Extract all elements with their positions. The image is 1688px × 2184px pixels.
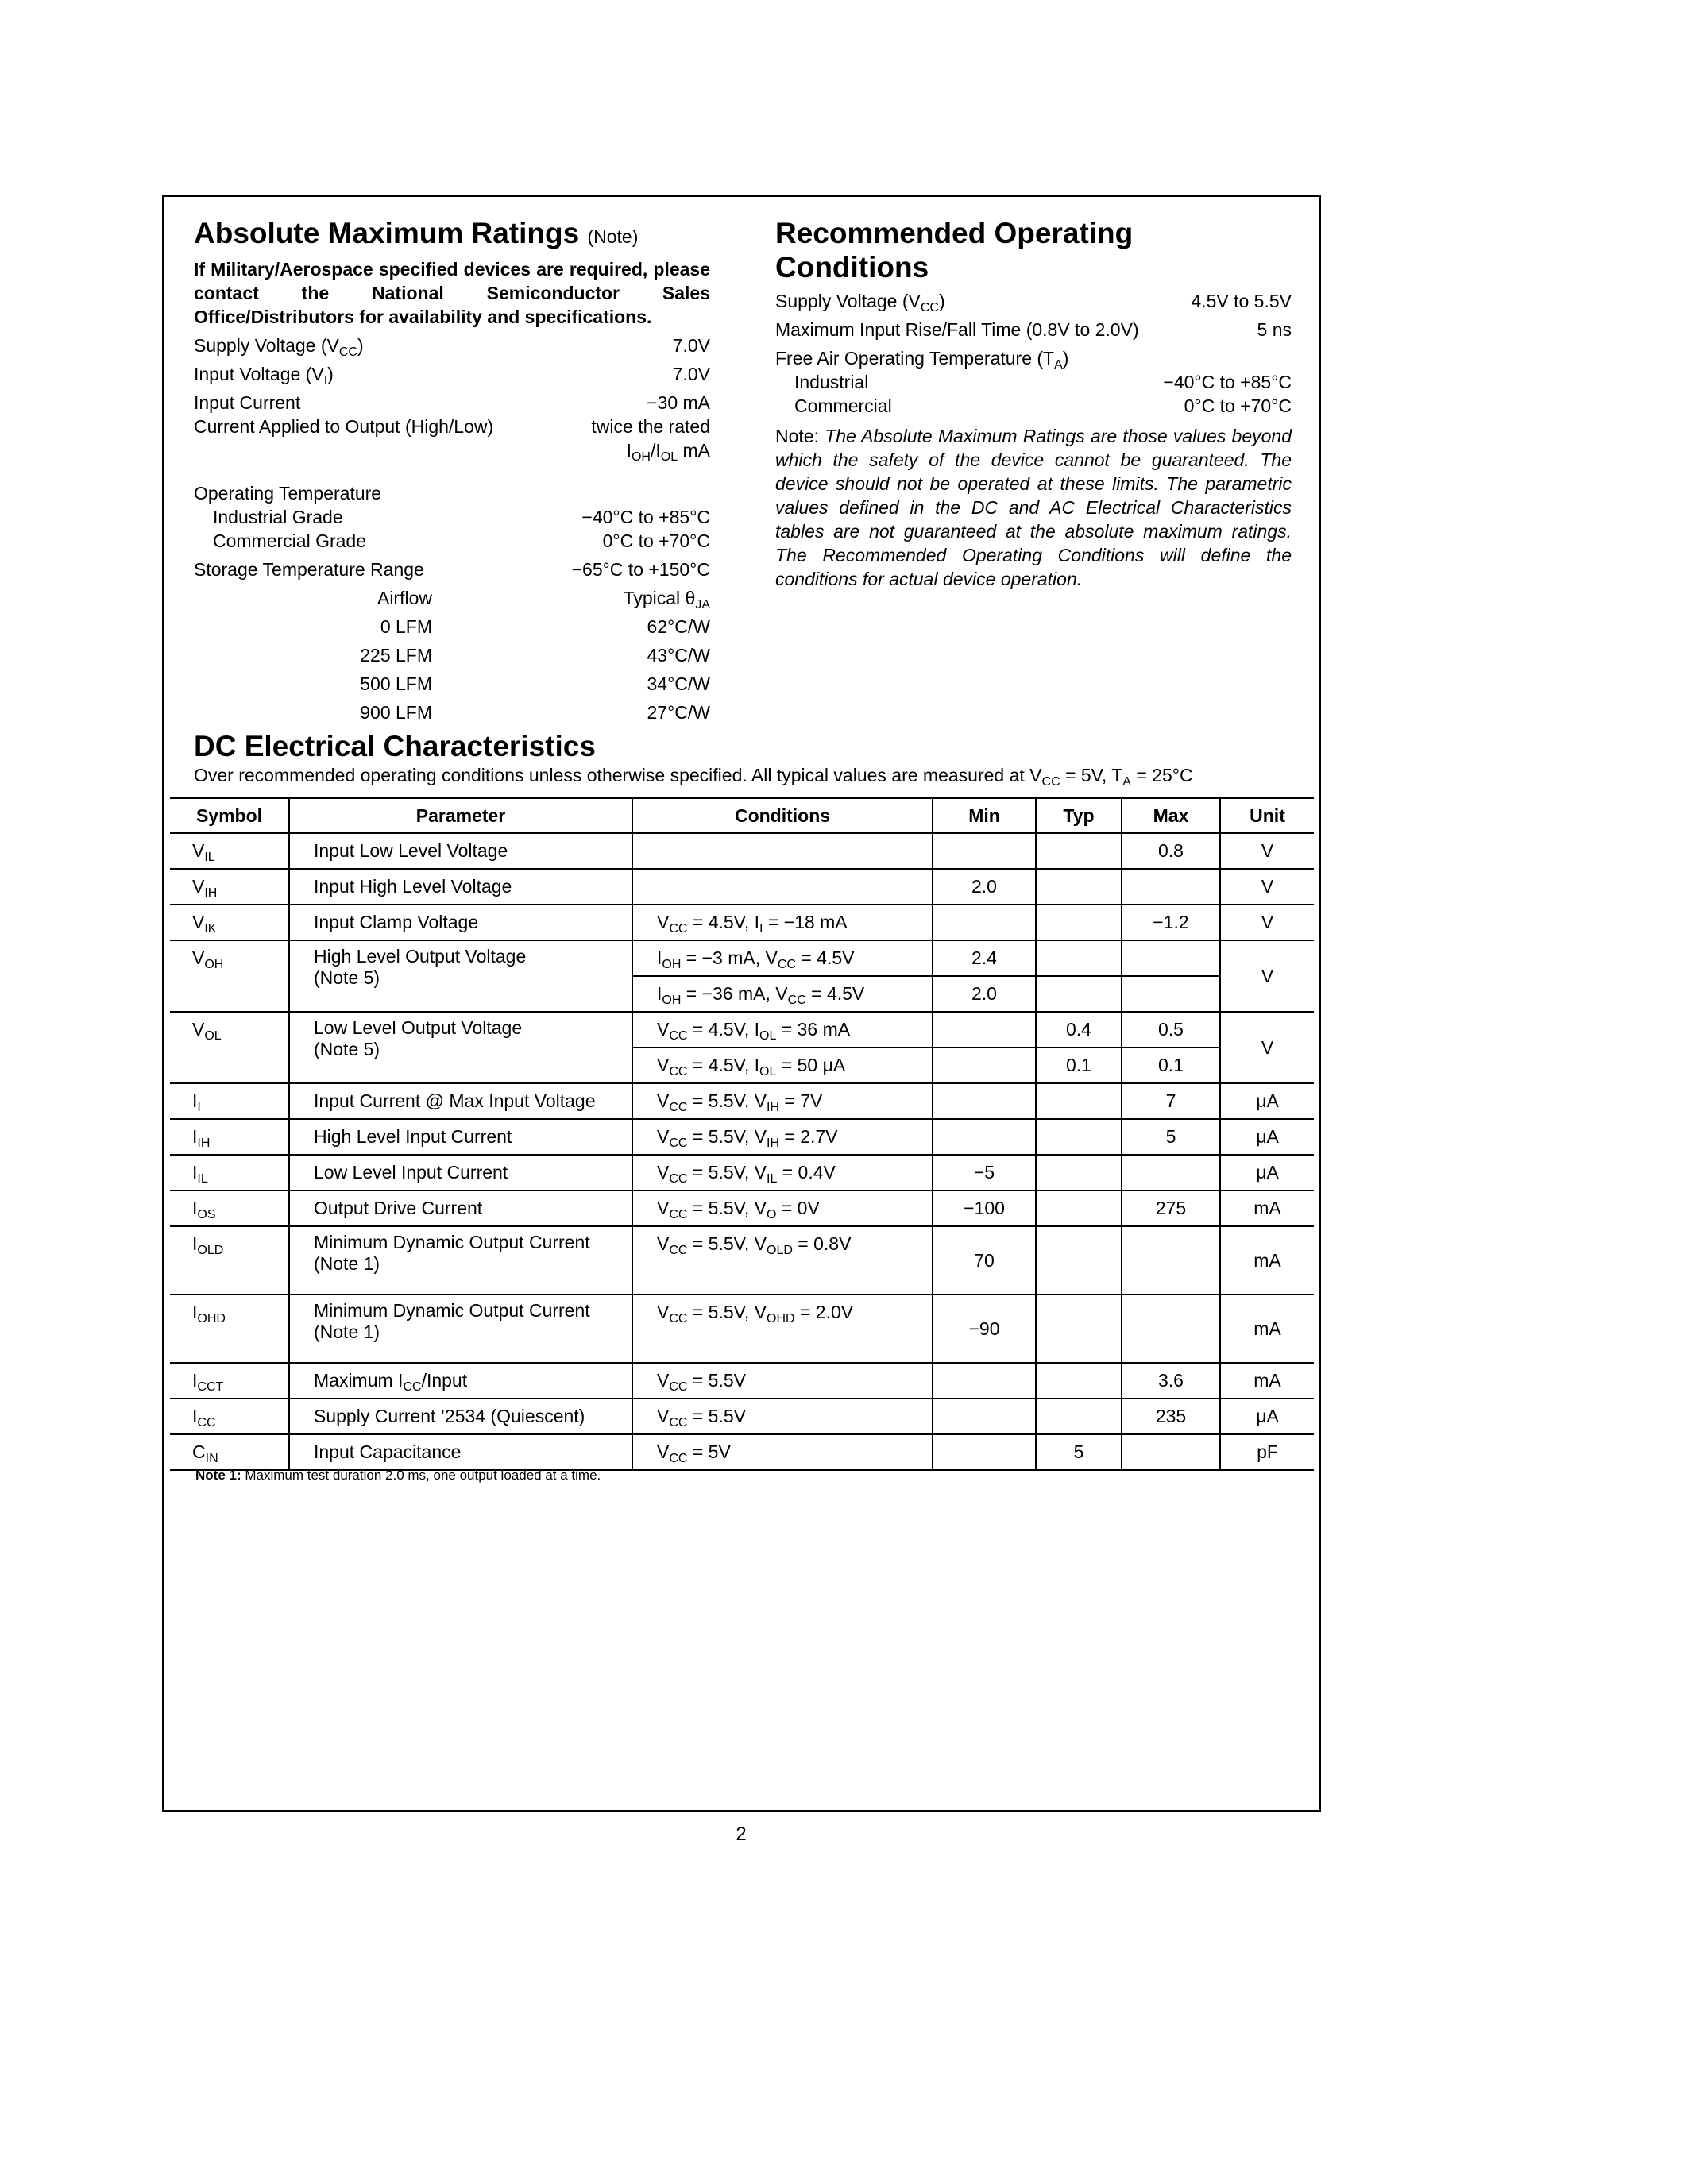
airflow-row: 500 LFM 34°C/W <box>360 673 710 694</box>
roc-industrial: Industrial −40°C to +85°C <box>794 372 1292 392</box>
header-unit: Unit <box>1220 798 1314 833</box>
header-max: Max <box>1122 798 1220 833</box>
airflow-row: 900 LFM 27°C/W <box>360 702 710 723</box>
roc-commercial: Commercial 0°C to +70°C <box>794 396 1292 416</box>
roc-title-line1: Recommended Operating <box>775 217 1134 249</box>
page-number: 2 <box>736 1823 747 1845</box>
table-row: $I_{CCT}$ Maximum $I_{CC}$/Input $V_{CC} = 5.5V$ 3.6 mA <box>170 1363 1314 1399</box>
header-parameter: Parameter <box>289 798 632 833</box>
table-row: $V_{IL}$ Input Low Level Voltage 0.8 V <box>170 833 1314 869</box>
footnote-1: Note 1: Maximum test duration 2.0 ms, one output loaded at a time. <box>195 1468 601 1483</box>
roc-note: Note: The Absolute Maximum Ratings are those values beyond which the safety of the device cannot be guaranteed. The device should not be operated at these limits. The parametric values defined in the DC and AC Electrical Characteristics tables are not guaranteed at the absolute maximum ratings. The Recommended Operating Conditions will define the conditions for actual device operation. <box>775 426 1292 589</box>
table-row: $I_{OH} = -36$ mA, $V_{CC} = 4.5V$ 2.0 <box>170 976 1314 1012</box>
table-row: $I_{OHD}$ Minimum Dynamic Output Current (Note 1) $V_{CC} = 5.5V$, $V_{OHD} = 2.0V$ −90 mA <box>170 1295 1314 1363</box>
amr-current-applied-unit: $I_{OH}/I_{OL}$ mA <box>626 440 710 464</box>
table-row: $I_{OLD}$ Minimum Dynamic Output Current (Note 1) $V_{CC} = 5.5V$, $V_{OLD} = 0.8V$ 70 mA <box>170 1226 1314 1295</box>
table-row: $I_{IH}$ High Level Input Current $V_{CC} = 5.5V$, $V_{IH} = 2.7V$ 5 μA <box>170 1119 1314 1155</box>
table-row: $V_{IH}$ Input High Level Voltage 2.0 V <box>170 869 1314 905</box>
table-row: $V_{IK}$ Input Clamp Voltage $V_{CC} = 4.5V$, $I_I = -18$ mA −1.2 V <box>170 905 1314 940</box>
amr-industrial-grade: Industrial Grade −40°C to +85°C <box>213 507 710 527</box>
amr-storage-temperature: Storage Temperature Range −65°C to +150°C <box>194 559 710 580</box>
amr-operating-temperature: Operating Temperature <box>194 483 382 504</box>
military-note: If Military/Aerospace specified devices are required, please contact the National Semiconductor Sales Office/Distributors for availability and specifications. <box>194 259 710 327</box>
amr-commercial-grade: Commercial Grade 0°C to +70°C <box>213 531 710 551</box>
amr-input-current: Input Current −30 mA <box>194 392 710 413</box>
amr-supply-voltage: Supply Voltage $(V_{CC})$ 7.0V <box>194 335 710 359</box>
roc-supply-voltage: Supply Voltage $(V_{CC})$ 4.5V to 5.5V <box>775 291 1292 314</box>
dc-section-heading <box>194 729 1290 787</box>
table-row: $V_{OH}$ High Level Output Voltage (Note 5) $I_{OH} = -3$ mA, $V_{CC} = 4.5V$ 2.4 V <box>170 940 1314 976</box>
header-typ: Typ <box>1036 798 1122 833</box>
table-row: $I_{IL}$ Low Level Input Current $V_{CC} = 5.5V$, $V_{IL} = 0.4V$ −5 μA <box>170 1155 1314 1190</box>
amr-input-voltage: Input Voltage $(V_I)$ 7.0V <box>194 364 710 388</box>
roc-title-line2: Conditions <box>775 251 929 284</box>
amr-title: Absolute Maximum Ratings (Note) <box>194 217 639 249</box>
header-conditions: Conditions <box>632 798 933 833</box>
table-row: $C_{IN}$ Input Capacitance $V_{CC} = 5V$ 5 pF <box>170 1434 1314 1470</box>
table-row: $I_{CC}$ Supply Current ’2534 (Quiescent) $V_{CC} = 5.5V$ 235 μA <box>170 1399 1314 1434</box>
table-header-row <box>170 798 1314 833</box>
airflow-row: 225 LFM 43°C/W <box>360 645 710 666</box>
roc-free-air-temperature: Free Air Operating Temperature $(T_A)$ <box>775 348 1069 372</box>
table-row: $V_{CC} = 4.5V$, $I_{OL} = 50$ μA 0.1 0.1 <box>170 1048 1314 1083</box>
header-symbol: Symbol <box>170 798 289 833</box>
table-row: $V_{OL}$ Low Level Output Voltage (Note 5) $V_{CC} = 4.5V$, $I_{OL} = 36$ mA 0.4 0.5 V <box>170 1012 1314 1048</box>
table-row: $I_{OS}$ Output Drive Current $V_{CC} = 5.5V$, $V_O = 0V$ −100 275 mA <box>170 1190 1314 1226</box>
roc-rise-fall-time: Maximum Input Rise/Fall Time (0.8V to 2.0V) 5 ns <box>775 319 1292 340</box>
recommended-operating-conditions <box>775 216 1292 591</box>
dc-title: DC Electrical Characteristics <box>194 730 596 762</box>
amr-current-applied: Current Applied to Output (High/Low) twice the rated <box>194 416 710 437</box>
dc-characteristics-table <box>170 797 1314 1471</box>
table-row: $I_I$ Input Current @ Max Input Voltage $V_{CC} = 5.5V$, $V_{IH} = 7V$ 7 μA <box>170 1083 1314 1119</box>
absolute-maximum-ratings <box>194 216 710 724</box>
airflow-header: Airflow Typical $\theta_{JA}$ <box>377 588 710 612</box>
airflow-row: 0 LFM 62°C/W <box>380 616 710 637</box>
dc-subtitle: Over recommended operating conditions unless otherwise specified. All typical values are measured at $V_{CC} = 5V$, $T_A = 25^\circ C$ <box>194 765 1193 789</box>
header-min: Min <box>933 798 1036 833</box>
